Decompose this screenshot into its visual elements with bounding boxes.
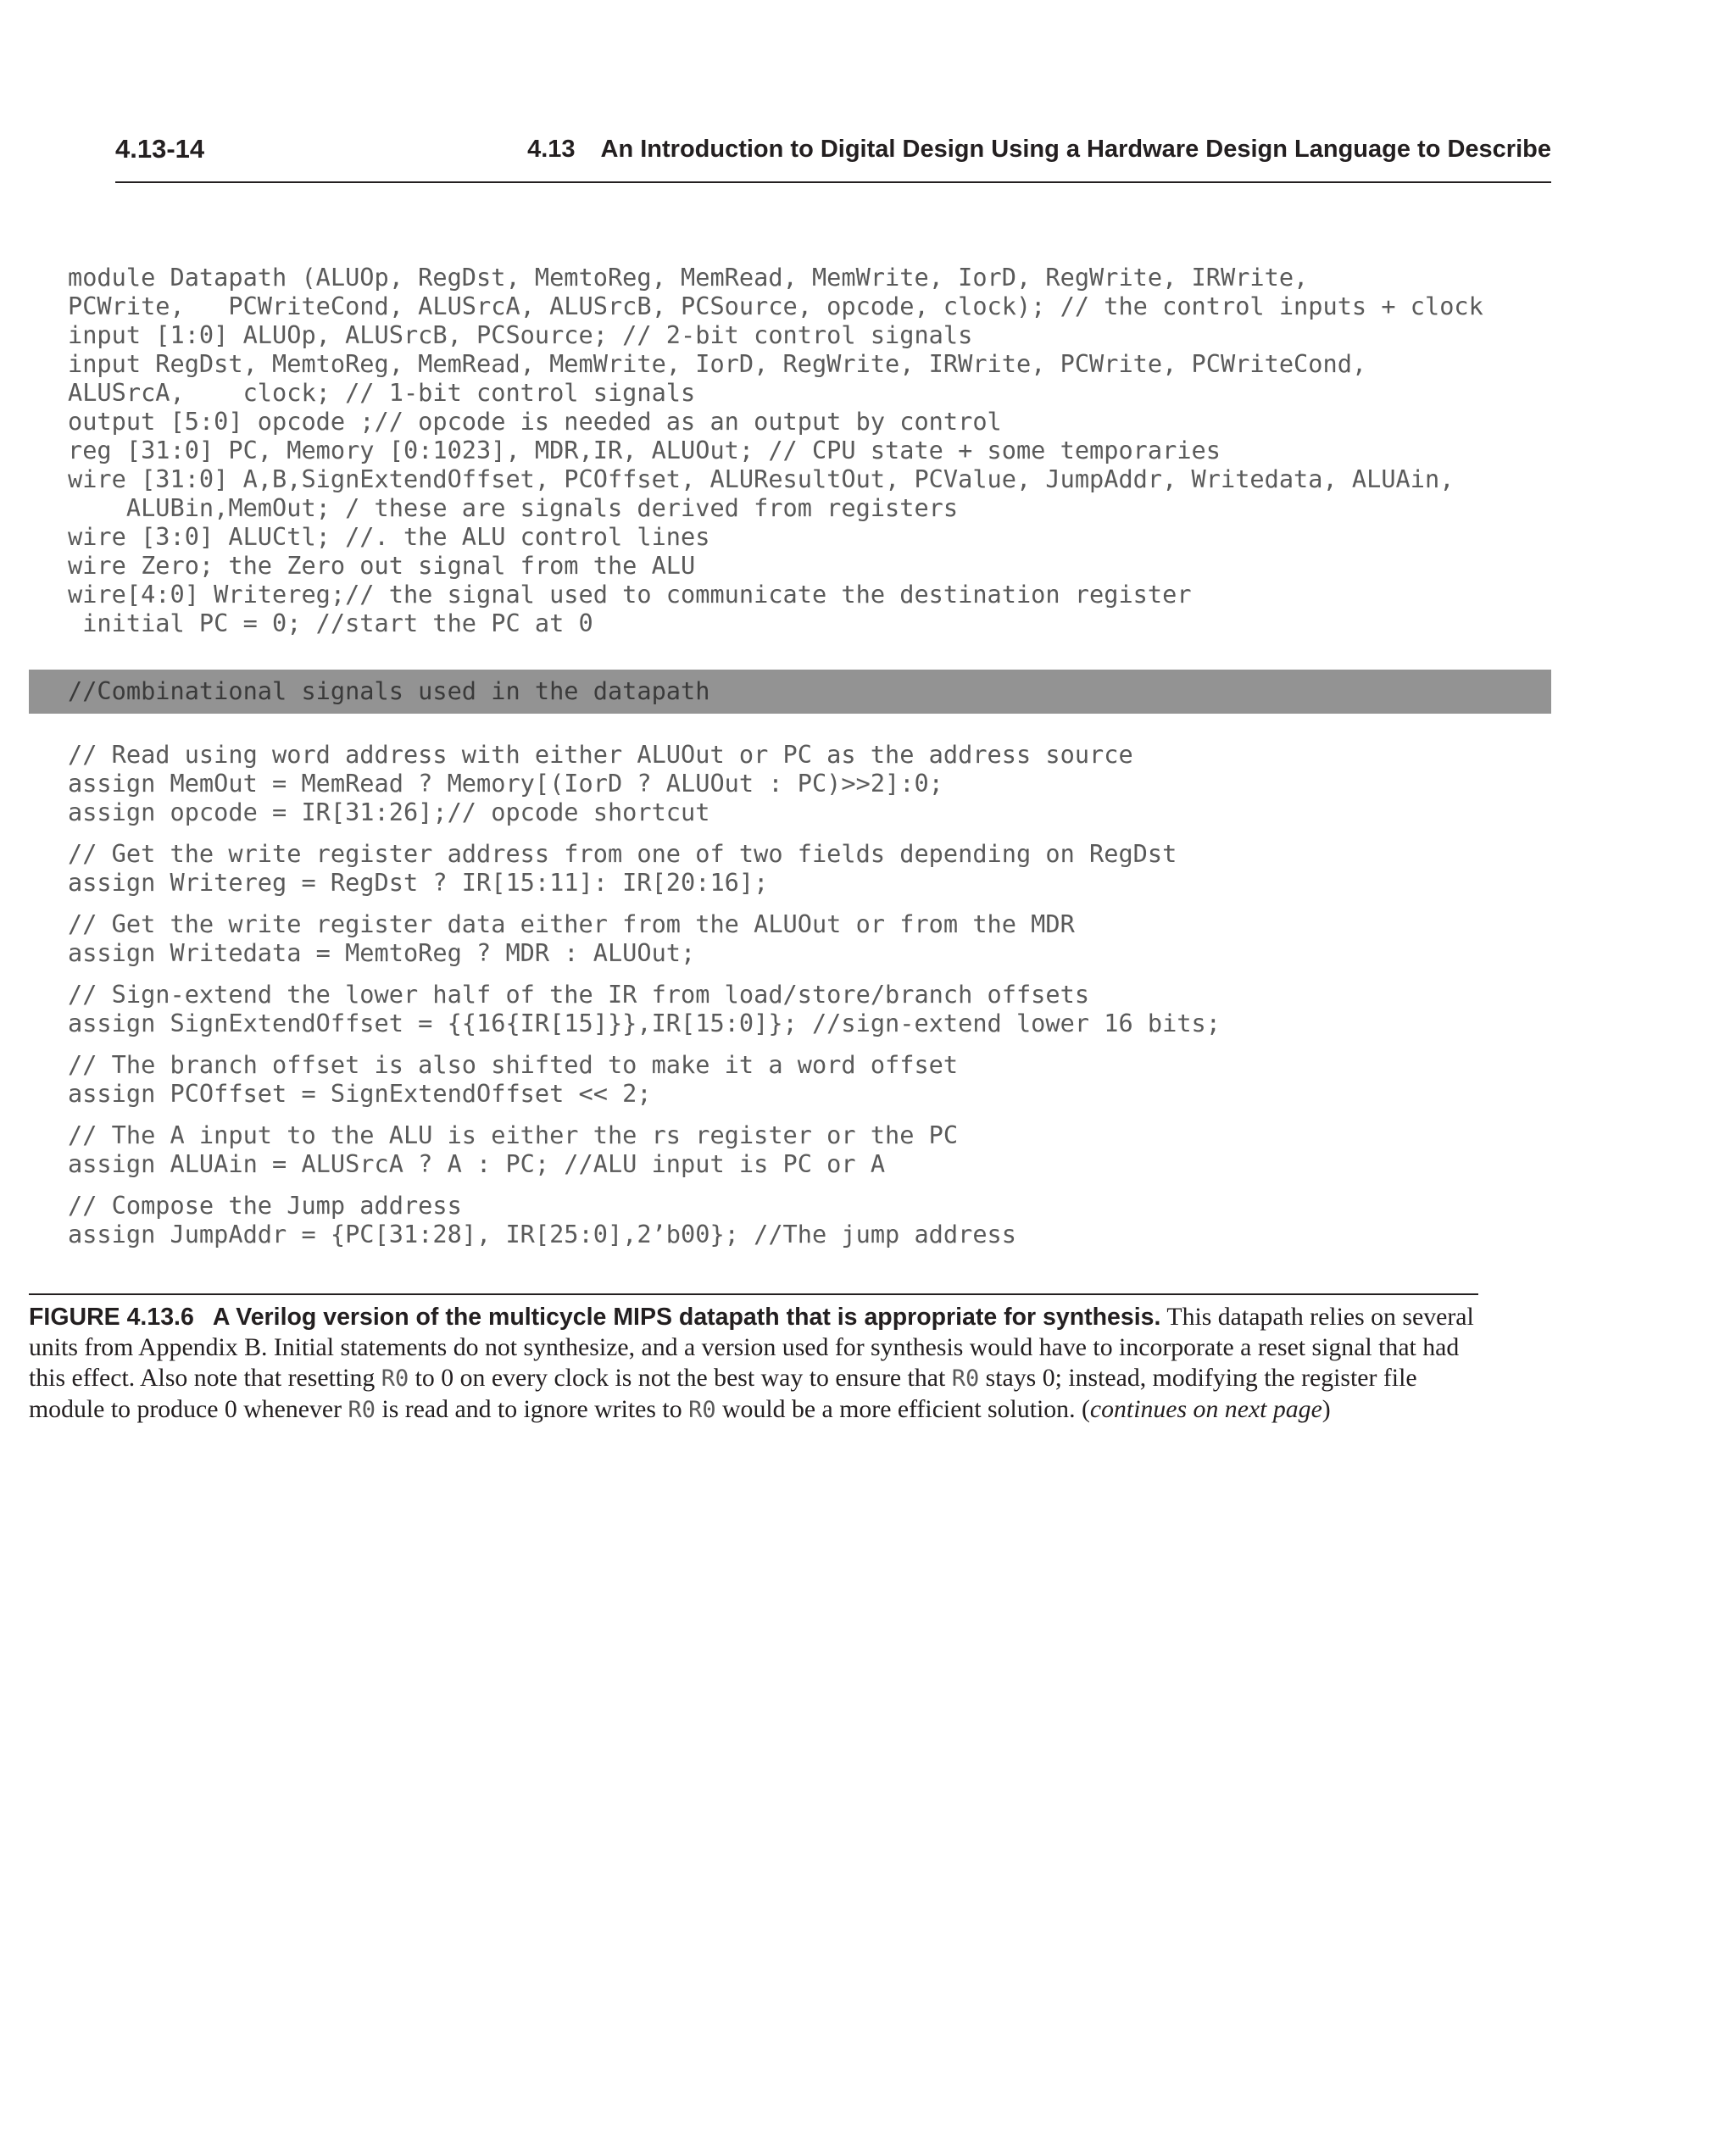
code-line: // Get the write register address from one of two fields depending on RegDst — [68, 839, 1177, 868]
combinational-banner-text: //Combinational signals used in the datapath — [68, 676, 710, 705]
code-line: assign SignExtendOffset = {{16{IR[15]}},IR[15:0]}; //sign-extend lower 16 bits; — [68, 1009, 1221, 1037]
code-line: PCWrite, PCWriteCond, ALUSrcA, ALUSrcB, PCSource, opcode, clock); // the control inputs + clock — [68, 292, 1483, 320]
code-line: assign PCOffset = SignExtendOffset << 2; — [68, 1079, 652, 1108]
figure-caption — [29, 1302, 1487, 1426]
combinational-banner — [29, 670, 1551, 714]
page-header — [115, 127, 1551, 185]
code-line: output [5:0] opcode ;// opcode is needed as an output by control — [68, 407, 1002, 436]
caption-code: R0 — [348, 1397, 376, 1423]
code-line: wire Zero; the Zero out signal from the ALU — [68, 551, 696, 580]
header-rule — [115, 181, 1551, 183]
code-line: // Sign-extend the lower half of the IR from load/store/branch offsets — [68, 980, 1090, 1009]
code-blank — [68, 1178, 1221, 1191]
code-line: wire [3:0] ALUCtl; //. the ALU control lines — [68, 522, 710, 551]
code-line: ALUBin,MemOut; / these are signals derived from registers — [68, 493, 959, 522]
caption-text: This datapath relies on several units from Appendix B. Initial statements do not synthesize, and a version used for synthesis would have to incorporate a reset signal that had this effect. Also note that resetting — [29, 1303, 1474, 1392]
caption-continues-note: continues on next page — [1089, 1395, 1322, 1423]
code-line: // Get the write register data either from the ALUOut or from the MDR — [68, 909, 1075, 938]
code-line: // Compose the Jump address — [68, 1191, 462, 1220]
code-line: // Read using word address with either ALUOut or PC as the address source — [68, 740, 1133, 769]
figure-label: FIGURE 4.13.6 — [29, 1304, 194, 1331]
code-line: input [1:0] ALUOp, ALUSrcB, PCSource; // 2-bit control signals — [68, 320, 973, 349]
caption-text: is read and to ignore writes to — [376, 1395, 689, 1423]
code-line: assign MemOut = MemRead ? Memory[(IorD ? ALUOut : PC)>>2]:0; — [68, 769, 943, 798]
code-blank — [68, 897, 1221, 909]
code-blank — [68, 1037, 1221, 1050]
code-line: assign ALUAin = ALUSrcA ? A : PC; //ALU input is PC or A — [68, 1149, 886, 1178]
caption-code: R0 — [381, 1365, 409, 1392]
code-line: reg [31:0] PC, Memory [0:1023], MDR,IR, ALUOut; // CPU state + some temporaries — [68, 436, 1221, 464]
caption-text: stays 0; instead, modifying the register file module to produce 0 whenever — [29, 1364, 1417, 1423]
page-number: 4.13-14 — [115, 134, 205, 164]
code-line: module Datapath (ALUOp, RegDst, MemtoReg, MemRead, MemWrite, IorD, RegWrite, IRWrite, — [68, 263, 1309, 292]
code-line: wire [31:0] A,B,SignExtendOffset, PCOffset, ALUResultOut, PCValue, JumpAddr, Writedata, ALUAin, — [68, 464, 1455, 493]
code-block-declarations — [68, 263, 1483, 637]
code-line: input RegDst, MemtoReg, MemRead, MemWrite, IorD, RegWrite, IRWrite, PCWrite, PCWriteCond, — [68, 349, 1367, 378]
code-line: wire[4:0] Writereg;// the signal used to communicate the destination register — [68, 580, 1192, 609]
code-line: assign Writereg = RegDst ? IR[15:11]: IR[20:16]; — [68, 868, 769, 897]
code-block-assignments — [68, 740, 1221, 1248]
caption-text: ) — [1321, 1395, 1331, 1423]
caption-text: to 0 on every clock is not the best way to ensure that — [409, 1364, 952, 1392]
section-number: 4.13 — [527, 136, 576, 163]
code-line: // The A input to the ALU is either the rs register or the PC — [68, 1121, 959, 1149]
code-line: assign JumpAddr = {PC[31:28], IR[25:0],2’b00}; //The jump address — [68, 1220, 1016, 1248]
code-line: assign Writedata = MemtoReg ? MDR : ALUOut; — [68, 938, 696, 967]
code-blank — [68, 826, 1221, 839]
code-line: ALUSrcA, clock; // 1-bit control signals — [68, 378, 696, 407]
caption-rule — [29, 1293, 1478, 1295]
section-title: An Introduction to Digital Design Using a Hardware Design Language to Describe — [600, 136, 1551, 163]
code-blank — [68, 1108, 1221, 1121]
code-blank — [68, 967, 1221, 980]
code-line: initial PC = 0; //start the PC at 0 — [68, 609, 593, 637]
code-line: // The branch offset is also shifted to make it a word offset — [68, 1050, 959, 1079]
caption-code: R0 — [951, 1365, 980, 1392]
figure-title: A Verilog version of the multicycle MIPS datapath that is appropriate for synthesis. — [212, 1304, 1161, 1331]
running-head — [527, 136, 1551, 164]
code-line: assign opcode = IR[31:26];// opcode shortcut — [68, 798, 710, 826]
caption-text: would be a more efficient solution. ( — [715, 1395, 1090, 1423]
caption-code: R0 — [688, 1397, 716, 1423]
